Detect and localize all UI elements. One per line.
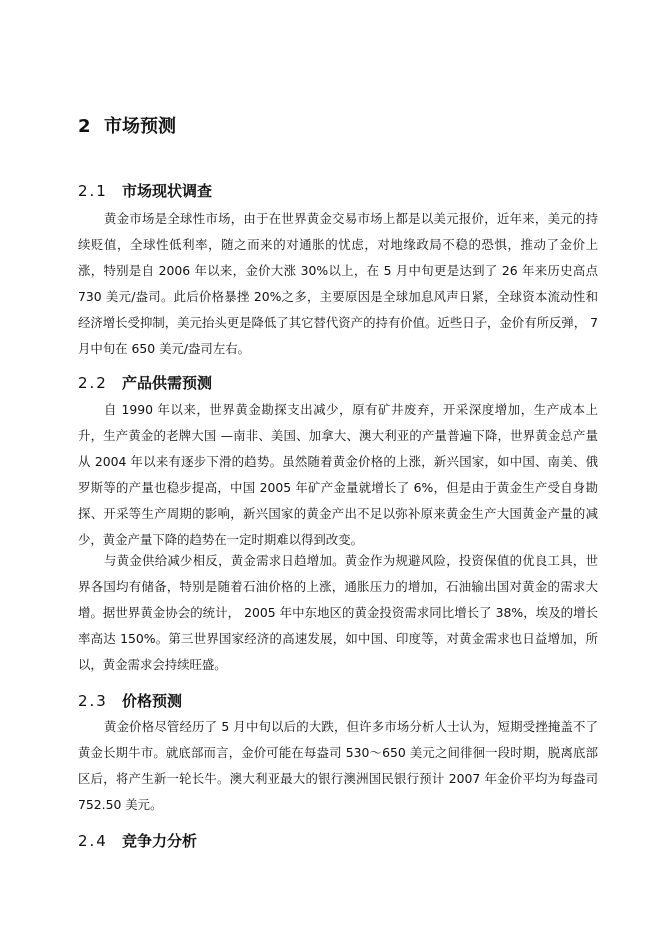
section-title: 市场现状调查 (122, 182, 213, 200)
section-number: 2.4 (78, 832, 108, 850)
paragraph: 与黄金供给减少相反，黄金需求日趋增加。黄金作为规避风险，投资保值的优良工具，世界各国均有储备，特别是随着石油价格的上涨，通胀压力的增加，石油输出国对黄金的需求大增。据世界黄金协会的统计， 2005 年中东地区的黄金投资需求同比增长了 38%，埃及的增长率高达 150%。第三世界国家经济的高速发展，如中国、印度等，对黄金需求也日益增加，所以，黄金需求会持续旺盛。 (78, 553, 598, 672)
paragraph: 自 1990 年以来，世界黄金勘探支出减少，原有矿井废弃，开采深度增加，生产成本上升，生产黄金的老牌大国 —南非、美国、加拿大、澳大利亚的产量普遍下降，世界黄金总产量从 2004 年以来有逐步下滑的趋势。虽然随着黄金价格的上涨，新兴国家，如中国、南美、俄罗斯等的产量也稳步提高，中国 2005 年矿产金量就增长了 6%，但是由于黄金生产受自身勘探、开采等生产周期的影响，新兴国家的黄金产出不足以弥补原来黄金生产大国黄金产量的减少，黄金产量下降的趋势在一定时期难以得到改变。 (78, 402, 598, 547)
section-number: 2.3 (78, 692, 108, 710)
section-heading (78, 690, 182, 711)
section-heading (78, 830, 197, 851)
paragraph: 黄金市场是全球性市场，由于在世界黄金交易市场上都是以美元报价，近年来，美元的持续贬值，全球性低利率，随之而来的对通胀的忧虑，对地缘政局不稳的恐惧，推动了金价上涨，特别是自 2006 年以来，金价大涨 30%以上，在 5 月中旬更是达到了 26 年来历史高点 730 美元/盎司。此后价格暴挫 20%之多，主要原因是全球加息风声日紧，全球资本流动性和经济增长受抑制，美元抬头更是降低了其它替代资产的持有价值。近些日子，金价有所反弹， 7 月中旬在 650 美元/盎司左右。 (78, 211, 598, 356)
chapter-heading (78, 112, 176, 138)
section-heading (78, 180, 212, 201)
section-number: 2.2 (78, 374, 108, 392)
chapter-number: 2 (78, 116, 91, 137)
section-heading (78, 372, 212, 393)
section-title: 产品供需预测 (122, 374, 213, 392)
paragraph: 黄金价格尽管经历了 5 月中旬以后的大跌，但许多市场分析人士认为，短期受挫掩盖不了黄金长期牛市。就底部而言，金价可能在每盎司 530～650 美元之间徘徊一段时期，脱离底部区后，将产生新一轮长牛。澳大利亚最大的银行澳洲国民银行预计 2007 年金价平均为每盎司 752.50 美元。 (78, 719, 598, 812)
section-number: 2.1 (78, 182, 108, 200)
section-title: 竞争力分析 (122, 832, 198, 850)
chapter-title: 市场预测 (104, 116, 176, 137)
section-title: 价格预测 (122, 692, 183, 710)
